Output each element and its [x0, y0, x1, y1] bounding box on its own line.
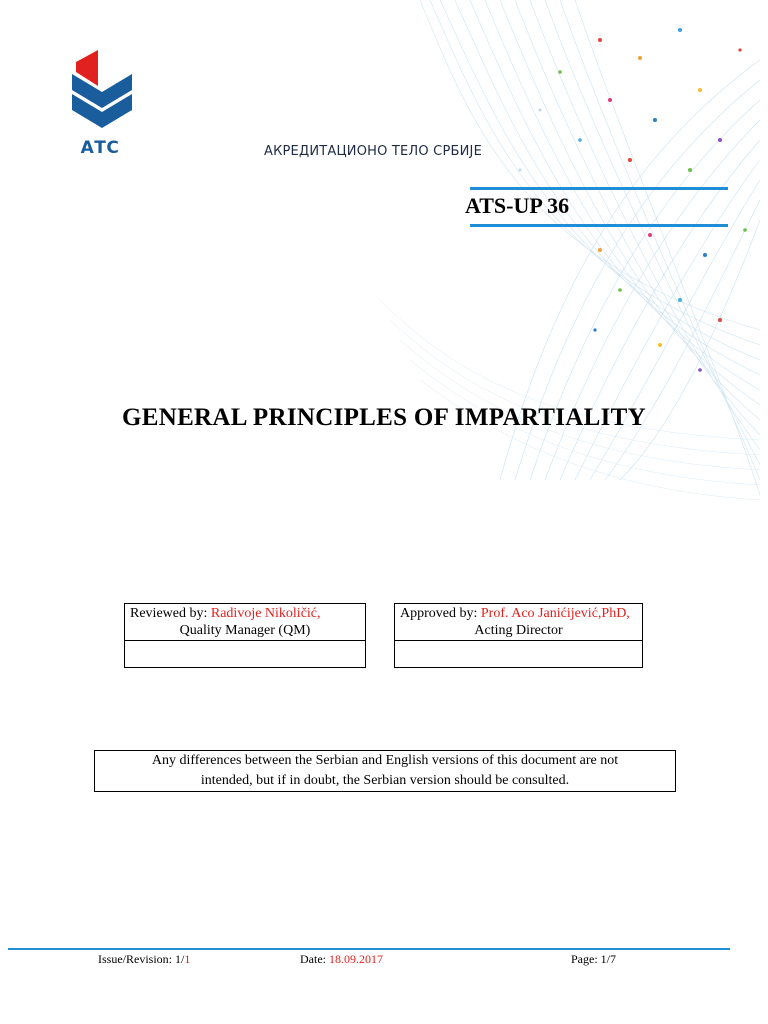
- reviewed-by-box: [124, 603, 366, 668]
- footer-issue-revision: [98, 952, 190, 967]
- issue-value: 1: [184, 952, 191, 966]
- organization-name: АКРЕДИТАЦИОНО ТЕЛО СРБИЈЕ: [264, 144, 482, 159]
- footer-page-number: Page: 1/7: [571, 952, 616, 966]
- footer-date: [300, 952, 383, 967]
- reviewed-by-label: Reviewed by:: [130, 606, 211, 621]
- footer-rule: [8, 948, 730, 950]
- reviewer-name: Radivoje Nikoličić,: [210, 606, 321, 621]
- date-value: 18.09.2017: [329, 952, 383, 966]
- approved-by-box: [394, 603, 643, 668]
- header-rule-top: [470, 187, 728, 190]
- approver-role: Acting Director: [474, 623, 563, 638]
- reviewed-by-cell: [125, 604, 366, 641]
- logo-text: АТС: [80, 138, 120, 158]
- disclaimer-line-1: Any differences between the Serbian and English versions of this document are not: [151, 753, 619, 768]
- language-disclaimer: [94, 750, 676, 792]
- approver-name: Prof. Aco Janićijević,PhD,: [480, 606, 630, 621]
- disclaimer-line-2: intended, but if in doubt, the Serbian version should be consulted.: [200, 773, 570, 788]
- document-title: GENERAL PRINCIPLES OF IMPARTIALITY: [122, 404, 646, 431]
- issue-label: Issue/Revision: 1/: [98, 952, 185, 966]
- document-code: ATS-UP 36: [465, 193, 570, 218]
- approved-by-line: [395, 605, 642, 622]
- reviewer-signature-cell: [125, 641, 366, 668]
- approved-by-label: Approved by:: [400, 606, 481, 621]
- reviewed-by-line: [125, 605, 365, 622]
- header-rule-bottom: [470, 224, 728, 227]
- reviewer-role: Quality Manager (QM): [179, 623, 311, 638]
- date-label: Date:: [300, 952, 329, 966]
- approved-by-cell: [395, 604, 643, 641]
- approver-signature-cell: [395, 641, 643, 668]
